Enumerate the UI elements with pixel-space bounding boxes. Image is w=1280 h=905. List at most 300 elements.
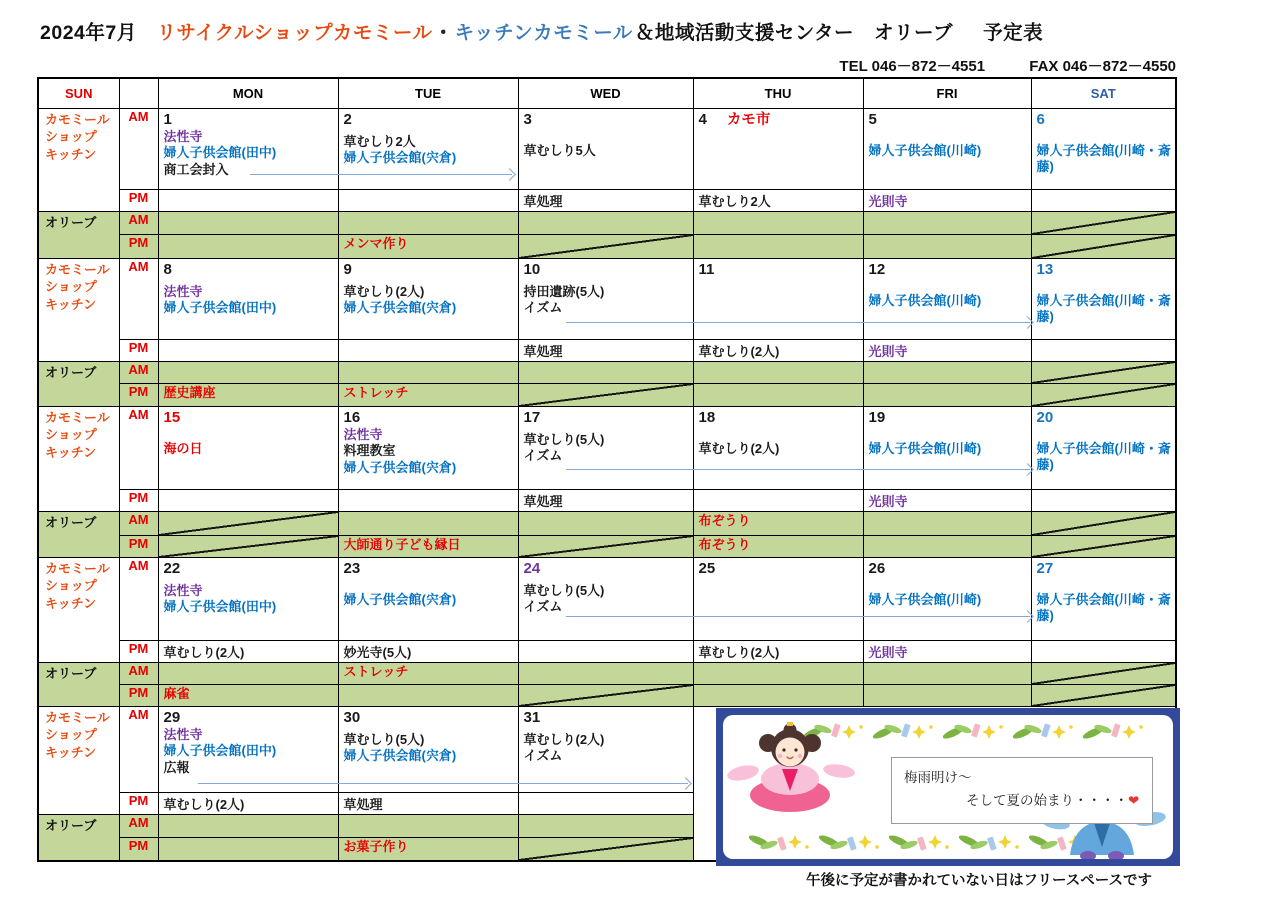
day-cell — [1031, 406, 1176, 489]
row-label-line: キッチン — [45, 296, 97, 312]
day-number — [869, 560, 1027, 577]
event-item: 草むしり2人 — [343, 133, 416, 149]
day-cell-content — [1032, 259, 1176, 327]
event-item: 草処理 — [343, 796, 383, 812]
pm-day-cell — [693, 339, 863, 361]
olive-cell — [518, 662, 693, 684]
pm-day-cell — [518, 339, 693, 361]
event-item: 草むしり(5人) — [523, 431, 605, 447]
day-cell — [1031, 258, 1176, 339]
olive-cell — [518, 684, 693, 706]
pm-cell-content — [339, 340, 518, 342]
event-item: 料理教室 — [343, 443, 396, 459]
day-header-fri: FRI — [863, 78, 1031, 108]
day-number-value: 1 — [163, 110, 172, 128]
day-cell-content — [159, 109, 338, 179]
event-list — [164, 129, 334, 178]
schedule-arrow — [250, 174, 512, 175]
day-cell — [863, 557, 1031, 640]
diagonal-line — [1032, 362, 1176, 383]
pm-cell-content — [864, 190, 1031, 211]
event-item: 光則寺 — [868, 343, 908, 359]
event-item: 法性寺 — [163, 726, 203, 742]
event-item: 草処理 — [523, 343, 563, 359]
day-number — [869, 261, 1027, 278]
event-item: 婦人子供会館(田中) — [163, 300, 277, 316]
diagonal-line — [519, 536, 693, 557]
heart-icon: ❤ — [1128, 792, 1140, 808]
row-label-chamomile — [38, 108, 119, 211]
day-number — [344, 261, 514, 278]
day-number-value: 23 — [343, 559, 361, 577]
olive-pm-row — [38, 684, 1176, 706]
olive-cell — [863, 535, 1031, 557]
event-item: 婦人子供会館(川崎) — [868, 440, 982, 456]
olive-event-item: 歴史講座 — [163, 384, 216, 400]
olive-cell — [158, 383, 338, 406]
event-list — [344, 284, 514, 317]
chamomile-pm-row — [38, 489, 1176, 511]
olive-cell — [1031, 511, 1176, 535]
day-cell — [338, 706, 518, 792]
olive-cell — [338, 383, 518, 406]
schedule-arrow — [566, 322, 1030, 323]
row-label-line: キッチン — [45, 744, 97, 760]
row-label-line: カモミール — [45, 261, 110, 277]
event-list — [344, 592, 514, 608]
row-label-olive — [38, 662, 119, 706]
event-list — [164, 284, 334, 317]
olive-cell — [158, 837, 338, 861]
olive-cell — [693, 511, 863, 535]
pm-cell-content — [159, 793, 338, 814]
pm-label: PM — [119, 339, 158, 361]
day-number — [699, 261, 859, 278]
olive-cell — [158, 684, 338, 706]
tanabata-decoration-bottom — [741, 829, 1091, 855]
day-cell-content — [339, 707, 518, 766]
day-cell-content — [1032, 558, 1176, 626]
day-cell — [1031, 557, 1176, 640]
pm-day-cell — [693, 640, 863, 662]
olive-pm-row — [38, 383, 1176, 406]
day-cell — [158, 406, 338, 489]
day-number — [164, 709, 334, 726]
header-row — [38, 78, 1176, 108]
olive-cell — [863, 662, 1031, 684]
day-cell-content — [1032, 407, 1176, 475]
message-line1: 梅雨明け～ — [904, 770, 972, 785]
day-number — [344, 709, 514, 726]
olive-event-item: 布ぞうり — [698, 512, 751, 528]
event-list — [524, 732, 689, 765]
olive-am-label: AM — [119, 814, 158, 837]
olive-cell — [693, 535, 863, 557]
day-number — [1037, 111, 1172, 128]
day-cell — [1031, 108, 1176, 189]
diagonal-line — [1032, 235, 1176, 258]
day-cell — [518, 406, 693, 489]
pm-day-cell — [338, 189, 518, 211]
chamomile-pm-row — [38, 189, 1176, 211]
pm-cell-content — [519, 340, 693, 361]
day-cell — [863, 108, 1031, 189]
row-label-chamomile-text — [39, 558, 119, 615]
olive-cell — [518, 383, 693, 406]
tanabata-illustration-inner — [723, 715, 1173, 859]
pm-day-cell — [863, 640, 1031, 662]
event-item: 光則寺 — [868, 193, 908, 209]
event-list — [164, 727, 334, 776]
pm-day-cell — [1031, 339, 1176, 361]
diagonal-line — [1032, 685, 1176, 706]
event-item: 草むしり(2人) — [698, 343, 780, 359]
day-cell-content — [159, 558, 338, 617]
event-item: 婦人子供会館(川崎) — [868, 142, 982, 158]
event-list — [344, 732, 514, 765]
event-item: 草むしり5人 — [523, 142, 596, 158]
am-label: AM — [119, 706, 158, 792]
olive-cell — [518, 211, 693, 234]
event-item: 婦人子供会館(田中) — [163, 743, 277, 759]
pm-cell-content — [1032, 641, 1176, 643]
event-item: 草むしり(2人) — [343, 283, 425, 299]
event-item: 光則寺 — [868, 644, 908, 660]
am-label: AM — [119, 108, 158, 189]
pm-day-cell — [338, 339, 518, 361]
olive-am-row — [38, 361, 1176, 383]
row-label-olive — [38, 211, 119, 258]
row-label-line: ショップ — [45, 279, 97, 295]
row-label-olive — [38, 814, 119, 861]
day-cell-content — [1032, 109, 1176, 177]
message-box — [891, 757, 1153, 824]
day-number — [164, 111, 334, 128]
event-list — [1037, 143, 1172, 176]
event-item: 草むしり(5人) — [343, 731, 425, 747]
pm-cell-content — [159, 340, 338, 342]
event-list — [1037, 592, 1172, 625]
event-item: 草むしり(5人) — [523, 582, 605, 598]
message-line2 — [904, 790, 1142, 813]
orihime-illustration — [727, 721, 857, 813]
event-item: イズム — [523, 748, 563, 764]
pm-day-cell — [518, 189, 693, 211]
event-list — [524, 583, 689, 616]
chamomile-am-row — [38, 557, 1176, 640]
diagonal-line — [519, 384, 693, 406]
pm-day-cell — [338, 792, 518, 814]
day-number-value: 6 — [1036, 110, 1045, 128]
title-center-olive: ＆地域活動支援センター オリーブ — [634, 22, 954, 44]
row-label-line: ショップ — [45, 578, 97, 594]
pm-cell-content — [519, 641, 693, 643]
day-cell — [863, 406, 1031, 489]
day-number-value: 10 — [523, 260, 541, 278]
event-item: 婦人子供会館(川崎) — [868, 591, 982, 607]
olive-cell — [338, 234, 518, 258]
olive-pm-label: PM — [119, 837, 158, 861]
pm-day-cell — [693, 489, 863, 511]
event-item: 海の日 — [163, 440, 203, 456]
tel-number: TEL 046－872－4551 — [839, 58, 986, 75]
day-number — [524, 409, 689, 426]
chamomile-am-row — [38, 258, 1176, 339]
pm-cell-content — [339, 793, 518, 814]
row-label-chamomile — [38, 706, 119, 814]
day-cell — [518, 557, 693, 640]
row-label-line: カモミール — [45, 111, 110, 127]
olive-event-item: ストレッチ — [343, 663, 409, 679]
row-label-chamomile-text — [39, 707, 119, 764]
day-number-value: 5 — [868, 110, 877, 128]
row-label-chamomile-text — [39, 109, 119, 166]
olive-cell — [1031, 361, 1176, 383]
pm-day-cell — [338, 640, 518, 662]
olive-cell — [693, 361, 863, 383]
olive-cell — [693, 211, 863, 234]
day-cell — [158, 706, 338, 792]
day-number — [869, 409, 1027, 426]
day-cell — [338, 258, 518, 339]
diagonal-line — [519, 235, 693, 258]
day-cell — [158, 258, 338, 339]
olive-pm-label: PM — [119, 535, 158, 557]
row-label-chamomile — [38, 557, 119, 662]
event-item: 婦人子供会館(川崎・斎藤) — [1036, 440, 1171, 473]
event-item: 草処理 — [523, 193, 563, 209]
schedule-arrow — [198, 783, 688, 784]
day-number — [164, 261, 334, 278]
olive-cell — [338, 837, 518, 861]
day-number-value: 25 — [698, 559, 716, 577]
blank-header — [119, 78, 158, 108]
olive-cell — [1031, 234, 1176, 258]
event-item: 草むしり(2人) — [698, 644, 780, 660]
day-cell-content — [694, 407, 863, 459]
day-cell — [518, 706, 693, 792]
event-item: 草むしり(2人) — [523, 731, 605, 747]
fax-number: FAX 046－872－4550 — [1029, 58, 1176, 75]
olive-am-label: AM — [119, 662, 158, 684]
pm-day-cell — [693, 189, 863, 211]
pm-cell-content — [864, 340, 1031, 361]
olive-cell — [518, 535, 693, 557]
event-list — [344, 427, 514, 476]
day-number — [344, 409, 514, 426]
olive-cell — [518, 837, 693, 861]
day-number — [1037, 261, 1172, 278]
row-label-olive-text: オリーブ — [45, 214, 97, 230]
pm-cell-content — [519, 490, 693, 511]
pm-day-cell — [1031, 489, 1176, 511]
chamomile-pm-row — [38, 640, 1176, 662]
contact-info — [839, 55, 1176, 76]
event-item: 婦人子供会館(田中) — [163, 599, 277, 615]
diagonal-line — [1032, 512, 1176, 535]
row-label-line: キッチン — [45, 595, 97, 611]
day-cell — [518, 258, 693, 339]
pm-day-cell — [158, 792, 338, 814]
event-list — [869, 293, 1027, 309]
event-item: 妙光寺(5人) — [343, 644, 412, 660]
olive-pm-row — [38, 234, 1176, 258]
pm-cell-content — [519, 190, 693, 211]
chamomile-pm-row — [38, 339, 1176, 361]
day-cell-content — [864, 407, 1031, 459]
diagonal-line — [1032, 384, 1176, 406]
event-item: 法性寺 — [343, 426, 383, 442]
chamomile-am-row — [38, 406, 1176, 489]
event-list — [524, 143, 689, 159]
event-item: 法性寺 — [163, 582, 203, 598]
row-label-line: キッチン — [45, 146, 97, 162]
olive-cell — [338, 814, 518, 837]
event-item: 草むしり(2人) — [163, 796, 245, 812]
pm-cell-content — [519, 793, 693, 795]
olive-cell — [863, 684, 1031, 706]
day-number — [1037, 560, 1172, 577]
row-label-line: カモミール — [45, 409, 110, 425]
olive-event-item: 大師通り子ども縁日 — [343, 536, 461, 552]
day-cell-content — [519, 558, 693, 617]
am-label: AM — [119, 557, 158, 640]
olive-am-row — [38, 662, 1176, 684]
day-cell — [693, 557, 863, 640]
diagonal-line — [1032, 536, 1176, 557]
olive-event-item: 布ぞうり — [698, 536, 751, 552]
diagonal-line — [1032, 212, 1176, 234]
day-cell-content — [519, 407, 693, 466]
olive-cell — [863, 511, 1031, 535]
diagonal-line — [519, 685, 693, 706]
olive-cell — [863, 361, 1031, 383]
olive-cell — [863, 383, 1031, 406]
pm-cell-content — [694, 490, 863, 492]
row-label-olive — [38, 511, 119, 557]
day-number-value: 4 — [698, 110, 707, 128]
day-cell-content — [519, 109, 693, 161]
olive-cell — [518, 234, 693, 258]
am-label: AM — [119, 258, 158, 339]
olive-am-label: AM — [119, 361, 158, 383]
day-cell — [338, 108, 518, 189]
day-number-value: 20 — [1036, 408, 1054, 426]
day-number-value: 15 — [163, 408, 181, 426]
day-cell — [158, 557, 338, 640]
diagonal-line — [1032, 663, 1176, 684]
olive-pm-label: PM — [119, 383, 158, 406]
event-item: 婦人子供会館(川崎・斎藤) — [1036, 292, 1171, 325]
pm-cell-content — [159, 490, 338, 492]
day-number-value: 29 — [163, 708, 181, 726]
pm-cell-content — [1032, 490, 1176, 492]
day-cell — [518, 108, 693, 189]
event-list — [1037, 293, 1172, 326]
olive-cell — [693, 234, 863, 258]
event-item: 広報 — [163, 759, 190, 775]
olive-cell — [338, 535, 518, 557]
tanabata-illustration — [716, 708, 1180, 866]
olive-cell — [338, 511, 518, 535]
event-item: イズム — [523, 599, 563, 615]
event-item: 婦人子供会館(宍倉) — [343, 591, 457, 607]
olive-cell — [863, 211, 1031, 234]
olive-am-label: AM — [119, 511, 158, 535]
olive-cell — [338, 662, 518, 684]
event-item: 光則寺 — [868, 493, 908, 509]
day-cell — [863, 258, 1031, 339]
pm-label: PM — [119, 489, 158, 511]
day-cell-content — [159, 407, 338, 459]
event-list — [164, 441, 334, 457]
pm-day-cell — [863, 189, 1031, 211]
page-title — [40, 17, 1043, 45]
chamomile-am-row — [38, 108, 1176, 189]
day-number — [524, 111, 689, 128]
title-recycle-shop: リサイクルショップカモミール — [156, 22, 433, 44]
day-cell — [693, 108, 863, 189]
row-label-chamomile-text — [39, 407, 119, 464]
olive-event-item: ストレッチ — [343, 384, 409, 400]
day-cell — [693, 258, 863, 339]
olive-pm-label: PM — [119, 684, 158, 706]
pm-cell-content — [339, 641, 518, 662]
day-number-value: 18 — [698, 408, 716, 426]
pm-label: PM — [119, 792, 158, 814]
event-item: 持田遺跡(5人) — [523, 283, 605, 299]
pm-cell-content — [864, 490, 1031, 511]
day-number-value: 31 — [523, 708, 541, 726]
event-list — [869, 592, 1027, 608]
pm-day-cell — [518, 489, 693, 511]
olive-cell — [1031, 684, 1176, 706]
day-number — [699, 560, 859, 577]
day-cell-content — [864, 558, 1031, 610]
day-number-value: 19 — [868, 408, 886, 426]
pm-day-cell — [158, 489, 338, 511]
title-separator: ・ — [433, 22, 454, 44]
olive-cell — [158, 511, 338, 535]
day-number — [524, 560, 689, 577]
day-number-value: 24 — [523, 559, 541, 577]
day-cell — [693, 406, 863, 489]
row-label-line: ショップ — [45, 427, 97, 443]
row-label-line: カモミール — [45, 560, 110, 576]
event-item: イズム — [523, 300, 563, 316]
row-label-chamomile-text — [39, 259, 119, 316]
event-list — [524, 284, 689, 317]
pm-cell-content — [1032, 340, 1176, 342]
olive-cell — [1031, 662, 1176, 684]
day-cell-content — [694, 558, 863, 578]
pm-day-cell — [1031, 640, 1176, 662]
row-label-line: キッチン — [45, 444, 97, 460]
day-number-value: 11 — [698, 260, 715, 278]
day-header-tue: TUE — [338, 78, 518, 108]
olive-cell — [338, 211, 518, 234]
pm-cell-content — [339, 490, 518, 492]
row-label-chamomile — [38, 258, 119, 361]
olive-cell — [1031, 211, 1176, 234]
olive-cell — [158, 662, 338, 684]
olive-cell — [693, 662, 863, 684]
day-tag: カモ市 — [726, 111, 771, 128]
pm-day-cell — [158, 339, 338, 361]
olive-event-item: お菓子作り — [343, 838, 409, 854]
pm-cell-content — [694, 641, 863, 662]
row-label-olive-text: オリーブ — [45, 514, 97, 530]
